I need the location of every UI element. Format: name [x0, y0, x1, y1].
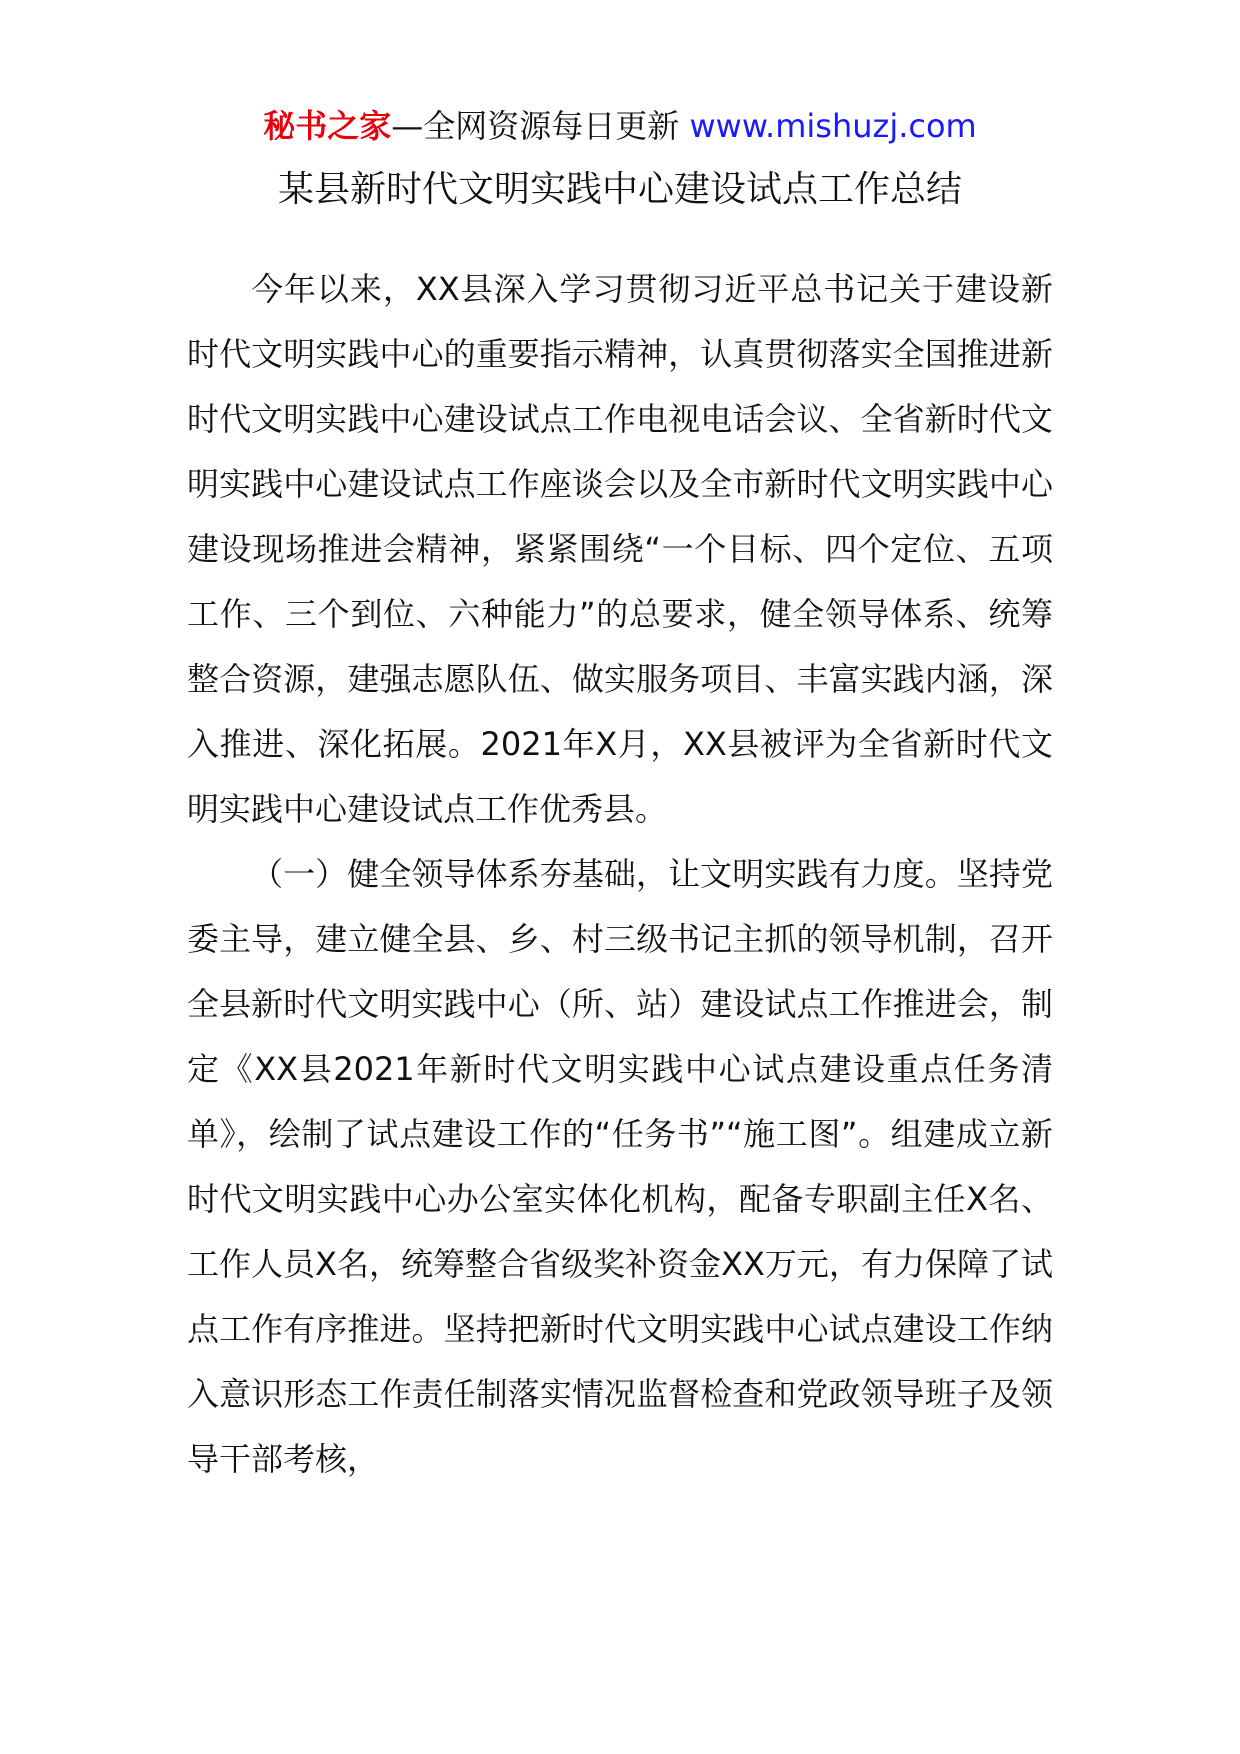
paragraph-section-one: （一）健全领导体系夯基础，让文明实践有力度。坚持党委主导，建立健全县、乡、村三级书记主抓的领导机制，召开全县新时代文明实践中心（所、站）建设试点工作推进会，制定《XX县2021年新时代文明实践中心试点建设重点任务清单》，绘制了试点建设工作的“任务书”“施工图”。组建成立新时代文明实践中心办公室实体化机构，配备专职副主任X名、工作人员X名，统筹整合省级奖补资金XX万元，有力保障了试点工作有序推进。坚持把新时代文明实践中心试点建设工作纳入意识形态工作责任制落实情况监督检查和党政领导班子及领导干部考核， [187, 855, 1053, 1478]
paragraph-intro: 今年以来，XX县深入学习贯彻习近平总书记关于建设新时代文明实践中心的重要指示精神，认真贯彻落实全国推进新时代文明实践中心建设试点工作电视电话会议、全省新时代文明实践中心建设试点工作座谈会以及全市新时代文明实践中心建设现场推进会精神，紧紧围绕“一个目标、四个定位、五项工作、三个到位、六种能力”的总要求，健全领导体系、统筹整合资源，建强志愿队伍、做实服务项目、丰富实践内涵，深入推进、深化拓展。2021年X月，XX县被评为全省新时代文明实践中心建设试点工作优秀县。 [187, 270, 1053, 828]
document-title: 某县新时代文明实践中心建设试点工作总结 [277, 169, 962, 210]
header-tagline: —全网资源每日更新 [391, 107, 690, 145]
website-link[interactable]: www.mishuzj.com [689, 107, 977, 145]
brand-name: 秘书之家 [263, 107, 392, 145]
page-header [0, 98, 1240, 154]
document-body [187, 257, 1053, 1492]
